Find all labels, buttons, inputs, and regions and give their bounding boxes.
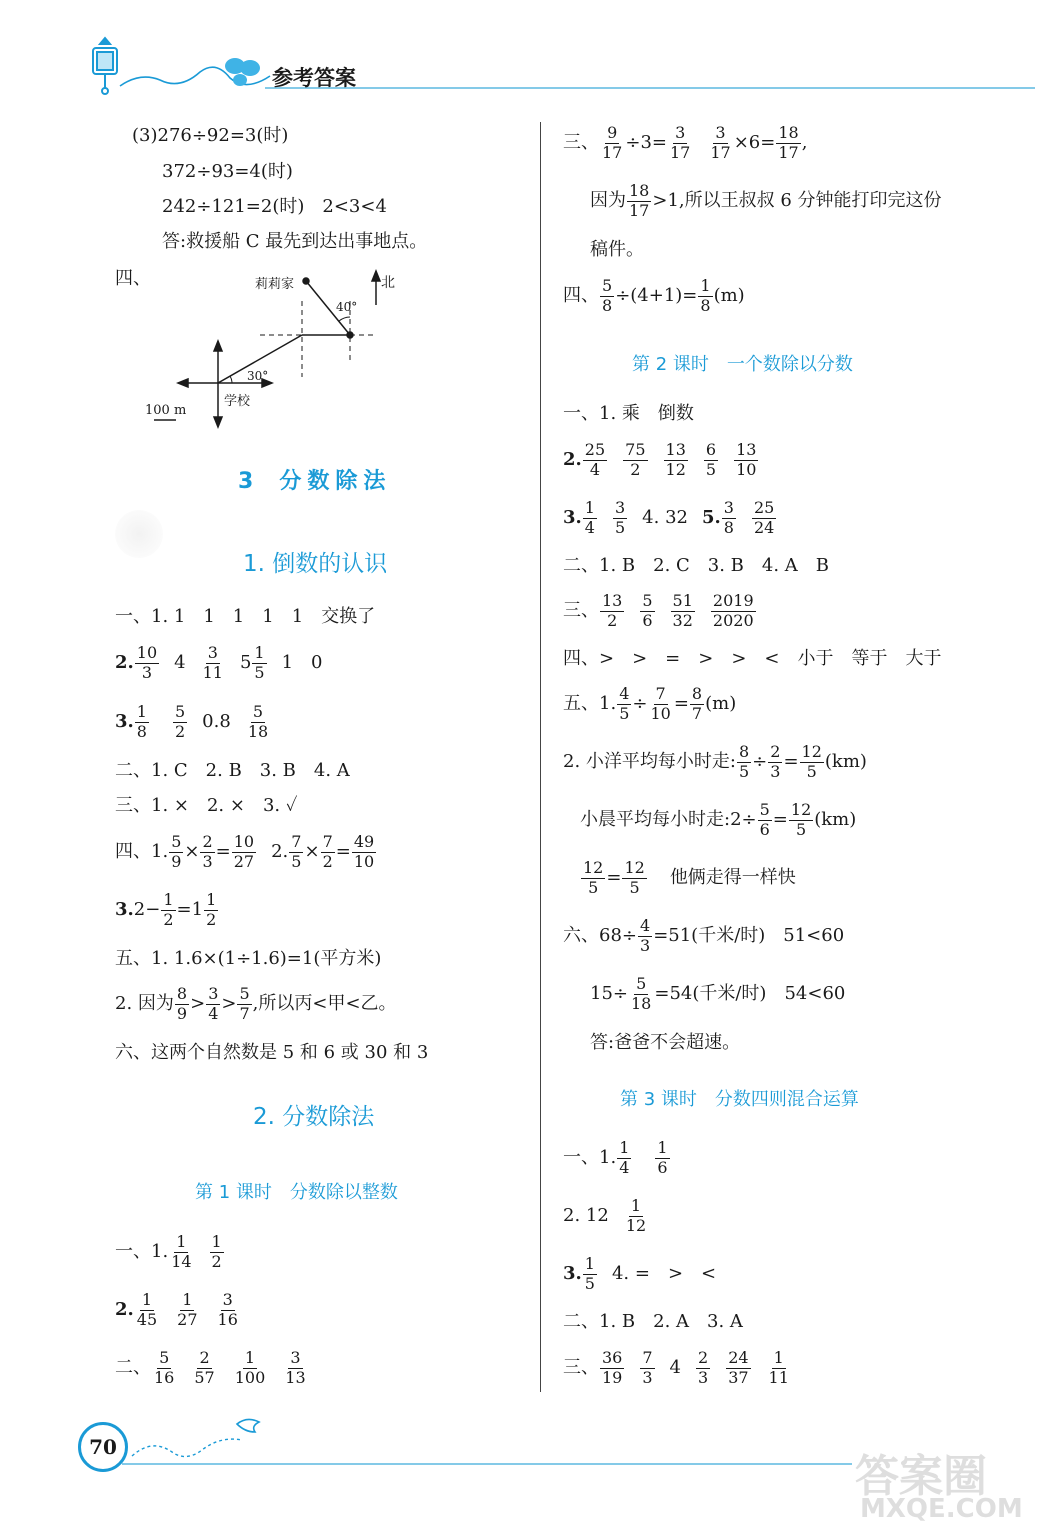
- lesson-3-title: 第 3 课时 分数四则混合运算: [620, 1089, 859, 1110]
- decoration-smudge: [115, 510, 163, 558]
- l3-row-3: 3. $\frac{1}{5}$ 4. = > <: [563, 1254, 717, 1293]
- l1-row-3: 二、 $\frac{5}{16}$ $\frac{2}{57}$ $\frac{1}{100}$ $\frac{3}{13}$: [115, 1348, 306, 1387]
- l1-row-2: 2. $\frac{1}{45}$ $\frac{1}{27}$ $\frac{3}{16}$: [115, 1290, 238, 1329]
- l3-row-4: 二、1. B 2. A 3. A: [563, 1311, 743, 1332]
- left-line-2: 372÷93=4(时): [162, 161, 293, 182]
- l2-row-6: 四、> > = > > < 小于 等于 大于: [563, 648, 942, 669]
- r-top-row-3: 稿件。: [590, 239, 644, 260]
- butterfly-icon: [225, 58, 260, 86]
- label-angle-40: 40°: [336, 300, 358, 314]
- left-line-3: 242÷121=2(时) 2<3<4: [162, 196, 387, 217]
- l2-row-11: 六、68÷ $\frac{4}{3}$ =51(千米/时) 51<60: [563, 916, 845, 955]
- footer-decoration: [122, 1404, 982, 1474]
- s1-row-2: 2. $\frac{10}{3}$ 4 $\frac{3}{11}$ 5 $\frac{1}{5}$ 1 0: [115, 643, 323, 682]
- q4-label: 四、: [115, 268, 151, 289]
- section-title-reciprocal: 1. 倒数的认识: [243, 551, 388, 577]
- column-divider: [540, 122, 541, 1392]
- dotted-swirl: [132, 1439, 242, 1456]
- l2-row-10: $\frac{12}{5}$ = $\frac{12}{5}$ 他俩走得一样快: [583, 858, 796, 897]
- r-top-row-4: 四、 $\frac{5}{8}$ ÷(4+1)= $\frac{1}{8}$ (m): [563, 276, 745, 315]
- label-angle-30: 30°: [247, 369, 269, 383]
- l2-row-12: 15÷ $\frac{5}{18}$ =54(千米/时) 54<60: [590, 974, 846, 1013]
- header-title: 参考答案: [272, 66, 356, 90]
- s1-row-8: 五、1. 1.6×(1÷1.6)=1(平方米): [115, 948, 382, 969]
- l2-row-8: 2. 小洋平均每小时走: $\frac{8}{5}$ ÷ $\frac{2}{3}$ = $\frac{12}{5}$ (km): [563, 742, 867, 781]
- page-number: 70: [89, 1435, 117, 1459]
- l2-row-9: 小晨平均每小时走:2÷ $\frac{5}{6}$ = $\frac{12}{5}$ (km): [580, 800, 857, 839]
- s1-row-7: 3. 2− $\frac{1}{2}$ =1 $\frac{1}{2}$: [115, 890, 217, 929]
- left-line-4: 答:救援船 C 最先到达出事地点。: [162, 231, 428, 252]
- l3-row-2: 2. 12 $\frac{1}{12}$: [563, 1196, 647, 1235]
- label-north: 北: [381, 275, 395, 291]
- unit-title: [238, 464, 391, 495]
- watermark-text: 答案圈: [855, 1451, 987, 1502]
- l2-row-4: 二、1. B 2. C 3. B 4. A B: [563, 555, 830, 576]
- label-school: 学校: [224, 394, 251, 409]
- l2-row-2: 2. $\frac{25}{4}$ $\frac{75}{2}$ $\frac{13}{12}$ $\frac{6}{5}$ $\frac{13}{10}$: [563, 440, 757, 479]
- left-line-1: (3)276÷92=3(时): [132, 125, 289, 146]
- l2-row-5: 三、 $\frac{13}{2}$ $\frac{5}{6}$ $\frac{51}{32}$ $\frac{2019}{2020}$: [563, 591, 754, 630]
- l2-row-1: 一、1. 乘 倒数: [563, 403, 694, 424]
- page-number-badge: [78, 1422, 128, 1472]
- l3-row-1: 一、1. $\frac{1}{4}$ $\frac{1}{6}$: [563, 1138, 668, 1177]
- s1-row-5: 三、1. × 2. × 3. ✓: [115, 795, 298, 816]
- bird-icon: [237, 1419, 259, 1432]
- r-top-row-2: 因为 $\frac{18}{17}$ >1,所以王叔叔 6 分钟能打印完这份: [590, 181, 942, 220]
- s1-row-9: 2. 因为 $\frac{8}{9}$ > $\frac{3}{4}$ > $\frac{5}{7}$ ,所以丙<甲<乙。: [115, 984, 397, 1023]
- l2-row-3: 3. $\frac{1}{4}$ $\frac{3}{5}$ 4. 32 5. $\frac{3}{8}$ $\frac{25}{24}$: [563, 498, 775, 537]
- s1-row-3: 3. $\frac{1}{8}$ $\frac{5}{2}$ 0.8 $\frac{5}{18}$: [115, 702, 269, 741]
- s1-row-4: 二、1. C 2. B 3. B 4. A: [115, 760, 350, 781]
- s1-row-10: 六、这两个自然数是 5 和 6 或 30 和 3: [115, 1042, 429, 1063]
- l2-row-13: 答:爸爸不会超速。: [590, 1032, 741, 1053]
- lesson-2-title: 第 2 课时 一个数除以分数: [632, 354, 853, 375]
- l3-row-5: 三、 $\frac{36}{19}$ $\frac{7}{3}$ 4 $\frac{2}{3}$ $\frac{24}{37}$ $\frac{1}{11}$: [563, 1348, 789, 1387]
- label-scale: 100 m: [145, 403, 187, 418]
- s1-row-1: 一、1. 1 1 1 1 1 交换了: [115, 606, 376, 627]
- unit-name: 分数除法: [279, 469, 392, 494]
- watermark-url: MXQE.COM: [860, 1494, 1023, 1524]
- section-title-fraction-division: 2. 分数除法: [253, 1104, 375, 1130]
- unit-number: 3: [238, 469, 254, 494]
- s1-row-6: 四、1. $\frac{5}{9}$ × $\frac{2}{3}$ = $\frac{10}{27}$ 2. $\frac{7}{5}$ × $\frac{7}{2}$ = $\frac{49}{10}$: [115, 832, 375, 871]
- l1-row-1: 一、1. $\frac{1}{14}$ $\frac{1}{2}$: [115, 1232, 222, 1271]
- lesson-1-title: 第 1 课时 分数除以整数: [195, 1182, 398, 1203]
- label-lili-home: 莉莉家: [255, 277, 295, 292]
- header-decoration: [80, 36, 1040, 100]
- lantern-icon: [93, 38, 117, 94]
- r-top-row-1: 三、 $\frac{9}{17}$ ÷3= $\frac{3}{17}$ $\frac{3}{17}$ ×6= $\frac{18}{17}$ ,: [563, 123, 808, 162]
- l2-row-7: 五、1. $\frac{4}{5}$ ÷ $\frac{7}{10}$ = $\frac{8}{7}$ (m): [563, 684, 737, 723]
